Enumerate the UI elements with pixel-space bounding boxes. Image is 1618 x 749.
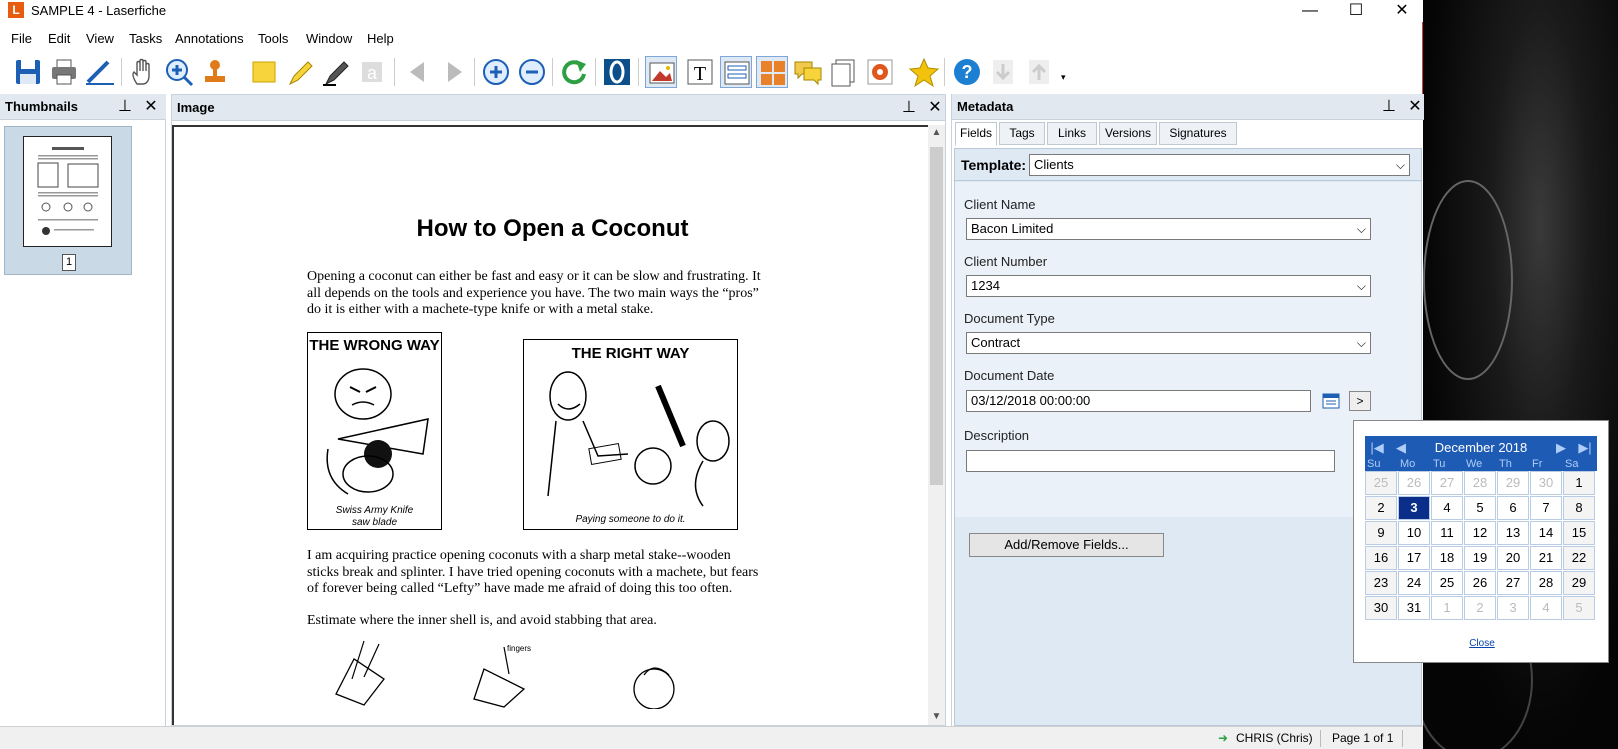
weekday-label: Su [1367, 458, 1381, 470]
maximize-button[interactable]: ☐ [1348, 2, 1364, 19]
thumbnails-title: Thumbnails [5, 99, 78, 114]
calendar-day[interactable]: 23 [1365, 571, 1397, 595]
date-next-button[interactable]: > [1349, 391, 1371, 411]
window-title: SAMPLE 4 - Laserfiche [31, 3, 167, 18]
wrong-way-caption-line2: saw blade [351, 517, 398, 528]
calendar-day[interactable]: 14 [1530, 521, 1562, 545]
favorite-star-icon[interactable] [908, 56, 940, 88]
calendar-day[interactable]: 5 [1464, 496, 1496, 520]
calendar-day[interactable]: 22 [1563, 546, 1595, 570]
calendar-day[interactable]: 8 [1563, 496, 1595, 520]
zoom-region-icon[interactable] [163, 56, 195, 88]
help-icon[interactable] [951, 56, 983, 88]
weekday-label: Th [1499, 458, 1512, 470]
tab-fields[interactable]: Fields [955, 122, 997, 146]
scroll-up-icon[interactable]: ▲ [931, 127, 942, 138]
menu-tools[interactable]: Tools [258, 31, 289, 46]
calendar-day[interactable]: 2 [1365, 496, 1397, 520]
weekday-label: We [1466, 458, 1483, 470]
last-month-icon[interactable]: ▶| [1578, 440, 1592, 455]
next-month-icon[interactable]: ▶ [1556, 440, 1566, 455]
calendar-day[interactable]: 19 [1464, 546, 1496, 570]
wrong-way-drawing [318, 359, 433, 499]
calendar-day[interactable]: 28 [1464, 471, 1496, 495]
pages-icon[interactable] [828, 56, 860, 88]
calendar-day[interactable]: 30 [1365, 596, 1397, 620]
metadata-view-icon[interactable] [720, 56, 752, 88]
text-view-icon[interactable] [684, 56, 716, 88]
title-bar [0, 0, 1423, 22]
weekday-label: Sa [1565, 458, 1579, 470]
metadata-header [952, 94, 1424, 120]
calendar-day[interactable]: 1 [1431, 596, 1463, 620]
zoom-in-icon[interactable] [480, 56, 512, 88]
calendar-day[interactable]: 20 [1497, 546, 1529, 570]
sticky-note-icon[interactable] [248, 56, 280, 88]
close-window-button[interactable]: ✕ [1395, 2, 1409, 19]
menu-view[interactable]: View [86, 31, 114, 46]
menu-bar [0, 28, 1423, 50]
wrong-way-caption-line1: Swiss Army Knife [335, 505, 414, 516]
wrong-way-title: THE WRONG WAY [309, 337, 440, 354]
toolbar [0, 52, 1423, 92]
template-select[interactable] [1029, 154, 1410, 176]
pin-icon[interactable]: ⊥ [902, 99, 916, 116]
pin-icon[interactable]: ⊥ [118, 98, 132, 115]
calendar-day[interactable]: 3 [1497, 596, 1529, 620]
calendar-day[interactable]: 25 [1431, 571, 1463, 595]
thumbnails-view-icon[interactable] [756, 56, 788, 88]
calendar-day[interactable]: 13 [1497, 521, 1529, 545]
chevron-down-icon: ⌵ [1356, 222, 1366, 236]
tab-signatures[interactable]: Signatures [1159, 122, 1237, 145]
calendar-day[interactable]: 3 [1398, 496, 1430, 520]
calendar-icon[interactable] [1321, 391, 1341, 411]
thumbnail-image [23, 136, 112, 247]
stamp-icon[interactable] [199, 56, 231, 88]
document-type-value: Contract [971, 335, 1021, 350]
check-in-icon [987, 56, 1019, 88]
pan-hand-icon[interactable] [127, 56, 159, 88]
client-number-label: Client Number [964, 254, 1048, 269]
prev-month-icon[interactable]: ◀ [1396, 440, 1406, 455]
menu-edit[interactable]: Edit [48, 31, 71, 46]
refresh-icon[interactable] [558, 56, 590, 88]
close-icon[interactable]: ✕ [144, 98, 158, 115]
chevron-down-icon: ⌵ [1356, 336, 1366, 350]
calendar-day[interactable]: 29 [1563, 571, 1595, 595]
comments-icon[interactable] [792, 56, 824, 88]
calendar-day[interactable]: 26 [1464, 571, 1496, 595]
menu-tasks[interactable]: Tasks [129, 31, 163, 46]
calendar-day[interactable]: 7 [1530, 496, 1562, 520]
right-way-title: THE RIGHT WAY [571, 345, 690, 362]
calendar-day[interactable]: 17 [1398, 546, 1430, 570]
coconut-sketches [324, 639, 724, 709]
close-icon[interactable]: ✕ [928, 99, 942, 116]
document-date-label: Document Date [964, 368, 1055, 383]
calendar-day[interactable]: 30 [1530, 471, 1562, 495]
scan-icon[interactable] [84, 56, 116, 88]
svg-text:T: T [693, 63, 707, 85]
text-line: I am acquiring practice opening coconuts with a sharp metal stake--wooden [307, 548, 731, 563]
document-paragraph-3: Estimate where the inner shell is, and avoid stabbing that area. [307, 613, 657, 628]
calendar-day[interactable]: 28 [1530, 571, 1562, 595]
metadata-tabs [952, 122, 1424, 146]
document-title: How to Open a Coconut [416, 215, 689, 242]
pen-icon[interactable] [320, 56, 352, 88]
minimize-button[interactable]: — [1302, 2, 1318, 19]
vertical-scrollbar[interactable] [928, 125, 945, 725]
chevron-down-icon: ⌵ [1395, 158, 1405, 172]
pin-icon[interactable]: ⊥ [1382, 98, 1396, 115]
image-view-icon[interactable] [645, 56, 677, 88]
image-panel [171, 94, 946, 726]
calendar-day[interactable]: 27 [1497, 571, 1529, 595]
document-date-input[interactable]: 03/12/2018 00:00:00 [966, 390, 1311, 412]
menu-help[interactable]: Help [367, 31, 394, 46]
calendar-day[interactable]: 26 [1398, 471, 1430, 495]
calendar-day[interactable]: 18 [1431, 546, 1463, 570]
text-line: sticks break and splinter. I have tried opening coconuts with a machete, but fears [307, 564, 759, 580]
tab-links[interactable]: Links [1047, 122, 1097, 145]
menu-window[interactable]: Window [306, 31, 353, 46]
template-label: Template: [961, 157, 1027, 173]
ocr-icon[interactable] [601, 56, 633, 88]
metadata-fields-area [954, 148, 1422, 726]
connection-arrow-icon: ➜ [1218, 731, 1229, 745]
calendar-day[interactable]: 27 [1431, 471, 1463, 495]
text-line: Opening a coconut can either be fast and easy or it can be slow and frustrating. It [307, 269, 761, 284]
right-way-figure [523, 339, 738, 530]
client-number-value: 1234 [971, 278, 1000, 293]
calendar-day[interactable]: 16 [1365, 546, 1397, 570]
check-out-icon [1023, 56, 1055, 88]
image-title: Image [177, 100, 215, 115]
calendar-close-link[interactable]: Close [1469, 638, 1495, 649]
calendar-day[interactable]: 11 [1431, 521, 1463, 545]
calendar-day[interactable]: 15 [1563, 521, 1595, 545]
status-bar [0, 726, 1423, 749]
text-line: do it is either with a machete-type knife or with a metal stake. [307, 302, 654, 317]
menu-file[interactable]: File [11, 31, 32, 46]
background-decor [1423, 180, 1513, 380]
calendar-day[interactable]: 9 [1365, 521, 1397, 545]
first-month-icon[interactable]: |◀ [1370, 440, 1384, 455]
client-name-label: Client Name [964, 197, 1036, 212]
calendar-weekdays [1365, 459, 1597, 471]
scroll-down-icon[interactable]: ▼ [931, 711, 942, 722]
document-viewer[interactable] [172, 125, 929, 725]
calendar-day[interactable]: 21 [1530, 546, 1562, 570]
tab-versions[interactable]: Versions [1099, 122, 1157, 145]
description-input[interactable] [966, 450, 1335, 472]
settings-gear-icon[interactable] [864, 56, 896, 88]
save-icon[interactable] [12, 56, 44, 88]
app-logo-icon: L [8, 2, 24, 18]
document-type-select[interactable] [966, 332, 1371, 354]
thumbnail-page-number: 1 [62, 254, 76, 271]
thumbnails-panel [0, 94, 166, 726]
document-paragraph-2 [307, 548, 802, 598]
calendar-day[interactable]: 12 [1464, 521, 1496, 545]
previous-page-icon [402, 56, 434, 88]
calendar-header [1365, 436, 1597, 459]
calendar-day[interactable]: 4 [1431, 496, 1463, 520]
svg-text:?: ? [961, 62, 973, 82]
text-line: all depends on the tools and experience you have. The two main ways the “pros” [307, 285, 759, 301]
highlighter-icon[interactable] [284, 56, 316, 88]
client-name-value: Bacon Limited [971, 221, 1054, 236]
document-paragraph-1 [307, 269, 802, 319]
status-page: Page 1 of 1 [1332, 731, 1394, 745]
add-remove-fields-button[interactable]: Add/Remove Fields... [969, 533, 1164, 557]
calendar-day[interactable]: 10 [1398, 521, 1430, 545]
svg-text:a: a [366, 63, 378, 83]
tab-tags[interactable]: Tags [999, 122, 1045, 145]
image-header [172, 95, 945, 121]
document-type-label: Document Type [964, 311, 1055, 326]
wrong-way-figure [307, 332, 442, 530]
right-way-drawing [528, 366, 733, 511]
weekday-label: Mo [1400, 458, 1416, 470]
menu-annotations[interactable]: Annotations [175, 31, 244, 46]
template-row [955, 149, 1421, 181]
status-user: CHRIS (Chris) [1236, 731, 1313, 745]
calendar-day[interactable]: 25 [1365, 471, 1397, 495]
sketch-note-text: fingers [507, 644, 532, 653]
calendar-day[interactable]: 4 [1530, 596, 1562, 620]
date-picker-popup [1353, 420, 1609, 663]
thumbnails-header [0, 94, 166, 120]
client-number-select[interactable] [966, 275, 1371, 297]
template-value: Clients [1034, 157, 1074, 172]
weekday-label: Tu [1433, 458, 1446, 470]
page-thumbnail[interactable] [4, 126, 132, 275]
text-annotation-icon [356, 56, 388, 88]
next-page-icon [438, 56, 470, 88]
zoom-out-icon[interactable] [516, 56, 548, 88]
weekday-label: Fr [1532, 458, 1543, 470]
calendar-day[interactable]: 29 [1497, 471, 1529, 495]
text-line: of forever being called “Lefty” have made me afraid of doing this too often. [307, 581, 733, 596]
description-label: Description [964, 428, 1030, 443]
calendar-day[interactable]: 24 [1398, 571, 1430, 595]
calendar-day[interactable]: 31 [1398, 596, 1430, 620]
print-icon[interactable] [48, 56, 80, 88]
calendar-day[interactable]: 1 [1563, 471, 1595, 495]
toolbar-overflow-icon[interactable]: ▾ [1061, 72, 1066, 82]
client-name-select[interactable] [966, 218, 1371, 240]
metadata-title: Metadata [957, 99, 1014, 114]
calendar-month-label: December 2018 [1434, 440, 1528, 455]
calendar-day[interactable]: 6 [1497, 496, 1529, 520]
close-icon[interactable]: ✕ [1408, 98, 1422, 115]
right-way-caption: Paying someone to do it. [575, 514, 686, 525]
chevron-down-icon: ⌵ [1356, 279, 1366, 293]
scrollbar-thumb[interactable] [930, 147, 943, 485]
calendar-day[interactable]: 2 [1464, 596, 1496, 620]
calendar-day[interactable]: 5 [1563, 596, 1595, 620]
